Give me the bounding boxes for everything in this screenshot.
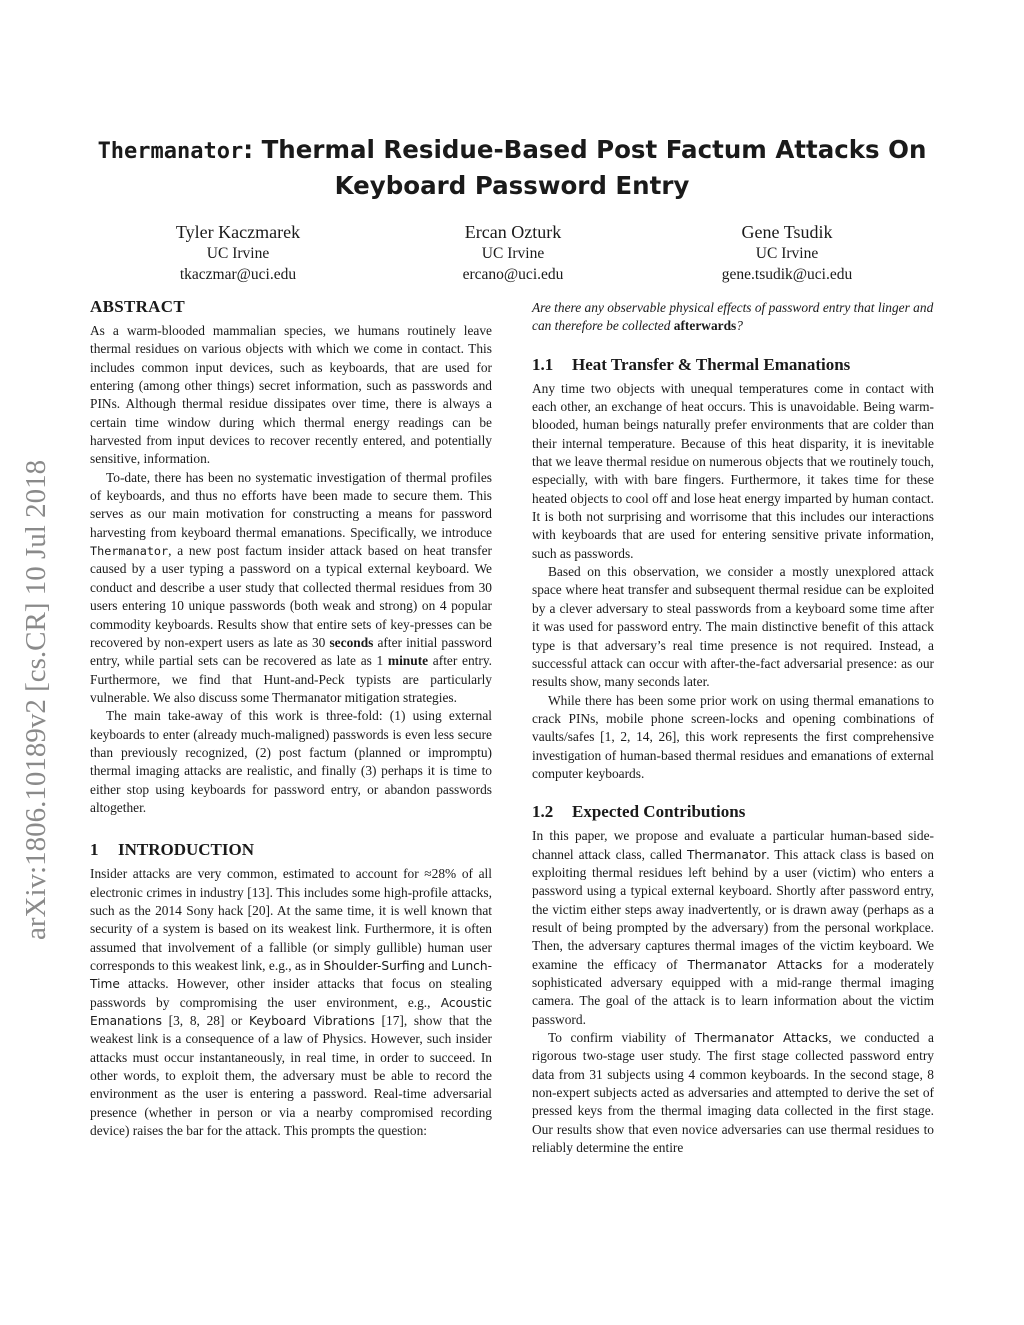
author-email: gene.tsudik@uci.edu [721, 265, 853, 283]
abstract-paragraph-2: To-date, there has been no systematic investigation of thermal profiles of keyboards, and thus no efforts have been made to secure them. This serves as our main motivation for constructing a means for password harvesting from keyboard thermal emanations. Specifically, we introduce Thermanator, a new post factum insider attack based on heat transfer caused by a user typing a password on a typical external keyboard. We conduct and describe a user study that collected thermal residues from 30 users entering 10 unique passwords (both weak and strong) on 4 popular commodity keyboards. Results show that entire sets of key-presses can be recovered by non-expert users as late as 30 seconds after initial password entry, while partial sets can be recovered as late as 1 minute after entry. Furthermore, we find that Hunt-and-Peck typists are particularly vulnerable. We also discuss some Thermanator mitigation strategies. [90, 469, 493, 705]
author-affiliation: UC Irvine [755, 245, 819, 262]
abstract-paragraph-1: As a warm-blooded mammalian species, we humans routinely leave thermal residues on various objects with which we come in contact. This includes common input devices, such as keyboards, that are used for entering (among other things) secret information, such as passwords and PINs. Although thermal residue dissipates over time, there is always a certain time window during which thermal energy readings can be harvested from input devices to recover recently entered, and potentially sensitive, information. [90, 323, 492, 467]
author-affiliation: UC Irvine [481, 245, 545, 262]
author-name: Ercan Ozturk [464, 222, 562, 242]
author-block-2 [383, 220, 643, 285]
title-line-1 [60, 133, 964, 169]
paper-title [60, 133, 964, 203]
author-email: ercano@uci.edu [462, 265, 564, 283]
author-affiliation: UC Irvine [206, 245, 270, 262]
section-1-2-heading [532, 801, 934, 823]
section-1-2-paragraph-1: In this paper, we propose and evaluate a particular human-based side-channel attack class, called Thermanator. This attack class is based on exploiting thermal residues left behind by a user (victim) who enters a password using a typical external keyboard. Shortly after password entry, the victim either steps away inadvertently, or is drawn away (perhaps as a result of being prompted by the adversary) from the personal workplace. Then, the adversary captures thermal images of the victim keyboard. We examine the efficacy of Thermanator Attacks for a moderately sophisticated adversary equipped with a mid-range thermal imaging camera. The goal of the attack is to learn information about the victim password. [532, 828, 934, 1027]
intro-heading [90, 839, 492, 861]
section-title: Heat Transfer & Thermal Emanations [572, 354, 851, 374]
section-1-1-paragraph-3: While there has been some prior work on using thermal emanations to crack PINs, mobile phone screen-locks and opening combinations of vaults/safes [1, 2, 14, 26], this work represents the first comprehensive investigation of human-based thermal residues and emanations of external computer keyboards. [532, 692, 934, 781]
arxiv-identifier: arXiv:1806.10189v2 [cs.CR] 10 Jul 2018 [20, 459, 52, 940]
title-line-1-rest: : Thermal Residue-Based Post Factum Attacks On [243, 135, 927, 164]
intro-paragraph-1: Insider attacks are very common, estimated to account for ≈28% of all electronic crimes in industry [13]. This includes some high-profile attacks, such as the 2014 Sony hack [20]. At the same time, it is well known that security of a system is based on its weakest link. Furthermore, it is often assumed that involvement of a fallible (or simply gullible) human user corresponds to this weakest link, e.g., as in Shoulder-Surfing and Lunch-Time attacks. However, other insider attacks that focus on stealing passwords by compromising the user environment, e.g., Acoustic Emanations [3, 8, 28] or Keyboard Vibrations [17], show that the weakest link is a consequence of a law of Physics. However, such insider attacks must occur instantaneously, in real time, in order to succeed. In other words, to exploit them, the adversary must be able to record the environment as the user is entering a password. Real-time adversarial presence (whether in person or via a nearby compromised recording device) raises the bar for the attack. This prompts the question: [90, 866, 493, 1139]
section-1-1-paragraph-1: Any time two objects with unequal temperatures come in contact with each other, an exchange of heat occurs. This is unavoidable. Being warm-blooded, human beings naturally prefer environments that are colder than their internal temperature. Because of this heat disparity, it is inevitable that we leave thermal residue on numerous objects that we routinely touch, especially, with with bare fingers. Furthermore, it takes time for these heated objects to cool off and lose heat energy imparted by human contact. It is both not surprising and worrisome that this includes our interactions with keyboards that are used for entering sensitive private information, such as passwords. [532, 380, 934, 561]
section-number: 1 [90, 840, 99, 860]
emphasis-seconds: seconds [329, 634, 374, 650]
author-name: Tyler Kaczmarek [175, 222, 301, 242]
author-name: Gene Tsudik [741, 222, 833, 242]
author-email: tkaczmar@uci.edu [179, 265, 297, 283]
section-number: 1.2 [532, 802, 554, 822]
section-number: 1.1 [532, 354, 554, 374]
left-column [90, 296, 492, 1140]
title-line-2: Keyboard Password Entry [334, 171, 690, 200]
emphasis-minute: minute [387, 653, 429, 669]
title-tool-name: Thermanator [97, 139, 244, 164]
research-question: Are there any observable physical effects of password entry that linger and can therefore be collected afterwards? [532, 300, 934, 334]
section-1-1-paragraph-2: Based on this observation, we consider a mostly unexplored attack space where heat transfer and subsequent thermal residue can be exploited by a clever adversary to steal passwords from a keyboard some time after it was used for password entry. The main distinctive benefit of this attack type is that adversary’s real time presence is not required. Instead, a successful attack can occur with after-the-fact adversarial presence: as our results show, many seconds later. [532, 564, 934, 690]
section-title: Expected Contributions [572, 802, 746, 822]
section-title: INTRODUCTION [118, 840, 255, 860]
author-block-1 [108, 220, 368, 285]
right-column [532, 296, 934, 1157]
abstract-heading: ABSTRACT [90, 297, 185, 316]
section-1-2-paragraph-2: To confirm viability of Thermanator Attacks, we conducted a rigorous two-stage user study. The first stage collected password entry data from 31 subjects using 4 common keyboards. In the second stage, 8 non-expert subjects acted as adversaries and attempted to derive the set of pressed keys from the thermal imaging data collected in the first stage. Our results show that even novice adversaries can use thermal residues to reliably determine the entire [532, 1030, 934, 1156]
abstract-paragraph-3: The main take-away of this work is three-fold: (1) using external keyboards to enter (already much-maligned) passwords is even less secure than previously recognized, (2) post factum (planned or impromptu) thermal imaging attacks are realistic, and finally (3) perhaps it is time to either stop using keyboards for password entry, or abandon passwords altogether. [90, 708, 492, 815]
author-block-3 [657, 220, 917, 285]
section-1-1-heading [532, 354, 934, 376]
tool-name-inline: Thermanator [90, 544, 169, 559]
